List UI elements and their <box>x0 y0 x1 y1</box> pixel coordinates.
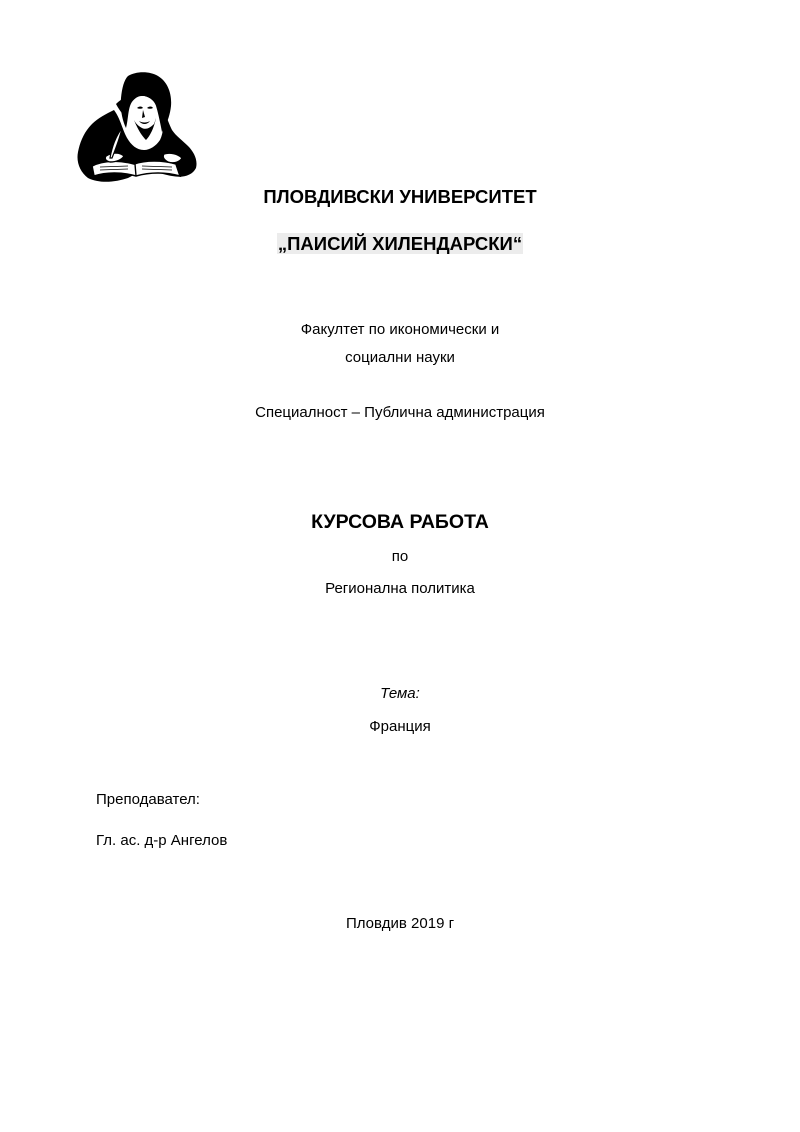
topic-value: Франция <box>369 718 431 735</box>
faculty-line-2: социални науки <box>345 349 455 366</box>
university-logo-icon <box>76 70 198 186</box>
topic-label: Тема: <box>380 685 420 702</box>
university-name: ПЛОВДИВСКИ УНИВЕРСИТЕТ <box>263 186 537 207</box>
place-date: Пловдив 2019 г <box>345 915 455 932</box>
lecturer-name: Гл. ас. д-р Ангелов <box>96 832 228 849</box>
work-title: КУРСОВА РАБОТА <box>311 511 489 533</box>
university-named-after: „ПАИСИЙ ХИЛЕНДАРСКИ“ <box>277 233 523 254</box>
specialty: Специалност – Публична администрация <box>255 404 545 421</box>
faculty-line-1: Факултет по икономически и <box>300 321 500 338</box>
work-subject: Регионална политика <box>325 580 475 597</box>
work-preposition: по <box>391 548 409 565</box>
lecturer-label: Преподавател: <box>96 791 200 808</box>
